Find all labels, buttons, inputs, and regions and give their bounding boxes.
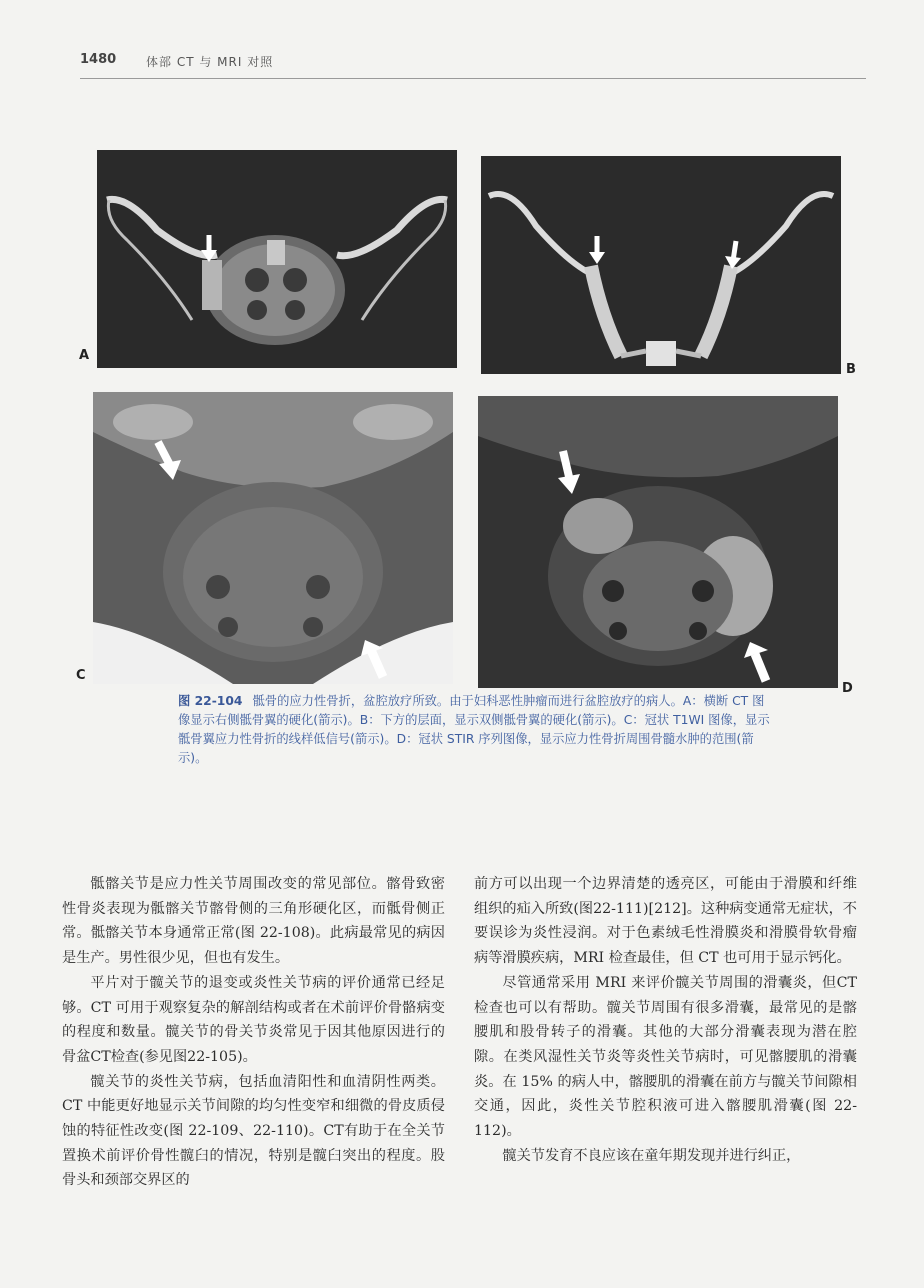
ct-axial-image xyxy=(97,150,457,368)
mri-stir-image xyxy=(478,396,838,688)
body-column-right xyxy=(474,872,857,1168)
mri-t1-image xyxy=(93,392,453,684)
paragraph: 髋关节发育不良应该在童年期发现并进行纠正， xyxy=(502,1147,801,1164)
figure-number: 图 22-104 xyxy=(178,694,243,708)
running-title: 体部 CT 与 MRI 对照 xyxy=(146,55,274,69)
panel-label-b: B xyxy=(846,362,856,377)
figure-panel-c xyxy=(93,392,453,684)
ct-axial-lower-image xyxy=(481,156,841,374)
figure-panel-b xyxy=(481,156,841,374)
figure-panel-d xyxy=(478,396,838,688)
panel-label-c: C xyxy=(76,668,86,683)
running-header xyxy=(80,48,866,79)
paragraph: 尽管通常采用 MRI 来评价髋关节周围的滑囊炎，但CT检查也可以有帮助。髋关节周围有很多滑囊，最常见的是髂腰肌和股骨转子的滑囊。其他的大部分滑囊表现为潜在腔隙。在类风湿性关节炎等炎性关节病时，可见髂腰肌的滑囊炎。在 15% 的病人中，髂腰肌的滑囊在前方与髋关节间隙相交通，因此，炎性关节腔积液可进入髂腰肌滑囊(图 22-112)。 xyxy=(474,974,857,1140)
paragraph: 髋关节的炎性关节病，包括血清阳性和血清阴性两类。CT 中能更好地显示关节间隙的均匀性变窄和细微的骨皮质侵蚀的特征性改变(图 22-109、22-110)。CT有助于在全关节置换术前评价骨性髋臼的情况，特别是髋臼突出的程度。股骨头和颈部交界区的 xyxy=(62,1073,445,1189)
body-column-left xyxy=(62,872,445,1193)
panel-label-d: D xyxy=(842,681,853,696)
page-number: 1480 xyxy=(80,52,117,67)
figure-caption xyxy=(178,692,770,768)
paragraph: 骶髂关节是应力性关节周围改变的常见部位。髂骨致密性骨炎表现为骶髂关节髂骨侧的三角形硬化区，而骶骨侧正常。骶髂关节本身通常正常(图 22-108)。此病最常见的病因是生产。男性很少见，但也有发生。 xyxy=(62,876,445,967)
caption-text: 骶骨的应力性骨折，盆腔放疗所致。由于妇科恶性肿瘤而进行盆腔放疗的病人。A：横断 CT 图像显示右侧骶骨翼的硬化(箭示)。B：下方的层面，显示双侧骶骨翼的硬化(箭示)。C：冠状 T1WI 图像，显示骶骨翼应力性骨折的线样低信号(箭示)。D：冠状 STIR 序列图像，显示应力性骨折周围骨髓水肿的范围(箭示)。 xyxy=(178,694,770,765)
paragraph: 平片对于髋关节的退变或炎性关节病的评价通常已经足够。CT 可用于观察复杂的解剖结构或者在术前评价骨骼病变的程度和数量。髋关节的骨关节炎常见于因其他原因进行的骨盆CT检查(参见图22-105)。 xyxy=(62,974,445,1065)
panel-label-a: A xyxy=(79,348,90,363)
figure-panel-a xyxy=(97,150,457,368)
paragraph: 前方可以出现一个边界清楚的透亮区，可能由于滑膜和纤维组织的疝入所致(图22-111)[212]。这种病变通常无症状，不要误诊为炎性浸润。对于色素绒毛性滑膜炎和滑膜骨软骨瘤病等滑膜疾病，MRI 检查最佳，但 CT 也可用于显示钙化。 xyxy=(474,876,857,967)
